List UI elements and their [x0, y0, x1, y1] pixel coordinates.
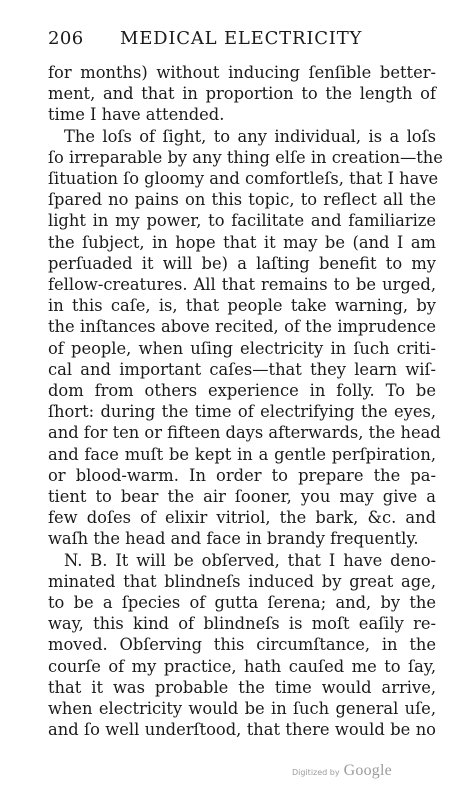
text-line: few doſes of elixir vitriol, the bark, &c. and	[48, 508, 436, 528]
digitized-by-label: Digitized by	[292, 768, 340, 777]
text-line: or blood-warm. In order to prepare the pa-	[48, 465, 436, 485]
text-line: ſhort: during the time of electrifying the eyes,	[48, 402, 436, 422]
text-line: and ſo well underſtood, that there would be no	[48, 720, 436, 740]
text-line: tient to bear the air ſooner, you may give a	[48, 487, 436, 507]
text-line: when electricity would be in ſuch general uſe,	[48, 699, 436, 719]
text-line: ſpared no pains on this topic, to reflect all the	[48, 190, 436, 210]
page-number: 206	[48, 28, 84, 49]
text-line: the ſubject, in hope that it may be (and I am	[48, 232, 436, 252]
text-line: way, this kind of blindneſs is moſt eaſily re-	[48, 614, 436, 634]
text-line: of people, when uſing electricity in ſuch criti-	[48, 338, 436, 358]
text-line: moved. Obſerving this circumſtance, in the	[48, 635, 436, 655]
text-line: that it was probable the time would arrive,	[48, 677, 436, 697]
text-line: light in my power, to facilitate and familiarize	[48, 211, 436, 231]
page-header	[48, 28, 428, 52]
text-line: The loſs of ſight, to any individual, is a loſs	[64, 126, 436, 146]
text-line: ſituation ſo gloomy and comfortleſs, that I have	[48, 169, 439, 189]
text-line: courſe of my practice, hath cauſed me to ſay,	[48, 656, 436, 676]
text-line: waſh the head and face in brandy frequently.	[48, 529, 419, 549]
text-line: minated that blindneſs induced by great age,	[48, 571, 436, 591]
text-line: and face muſt be kept in a gentle perſpiration,	[48, 444, 436, 464]
text-line: ment, and that in proportion to the length of	[48, 84, 436, 104]
text-line: dom from others experience in folly. To be	[48, 381, 436, 401]
google-logo: Google	[343, 762, 392, 779]
text-line: fellow-creatures. All that remains to be urged,	[48, 275, 436, 295]
running-head: MEDICAL ELECTRICITY	[120, 28, 363, 49]
text-line: and for ten or fifteen days afterwards, the head	[48, 423, 441, 443]
text-line: for months) without inducing ſenſible better-	[48, 63, 436, 82]
text-line: ſo irreparable by any thing elſe in creation—the	[48, 147, 443, 167]
text-line: cal and important caſes—that they learn wiſ-	[48, 359, 436, 379]
text-line: the inſtances above recited, of the imprudence	[48, 317, 436, 337]
text-line: N. B. It will be obſerved, that I have deno-	[64, 550, 436, 570]
text-line: time I have attended.	[48, 105, 225, 125]
text-line: in this caſe, is, that people take warning, by	[48, 296, 436, 316]
body-text	[48, 62, 443, 741]
digitization-watermark	[292, 762, 392, 786]
text-line: perſuaded it will be) a laſting benefit to my	[48, 253, 436, 273]
text-line: to be a ſpecies of gutta ſerena; and, by the	[48, 593, 436, 613]
